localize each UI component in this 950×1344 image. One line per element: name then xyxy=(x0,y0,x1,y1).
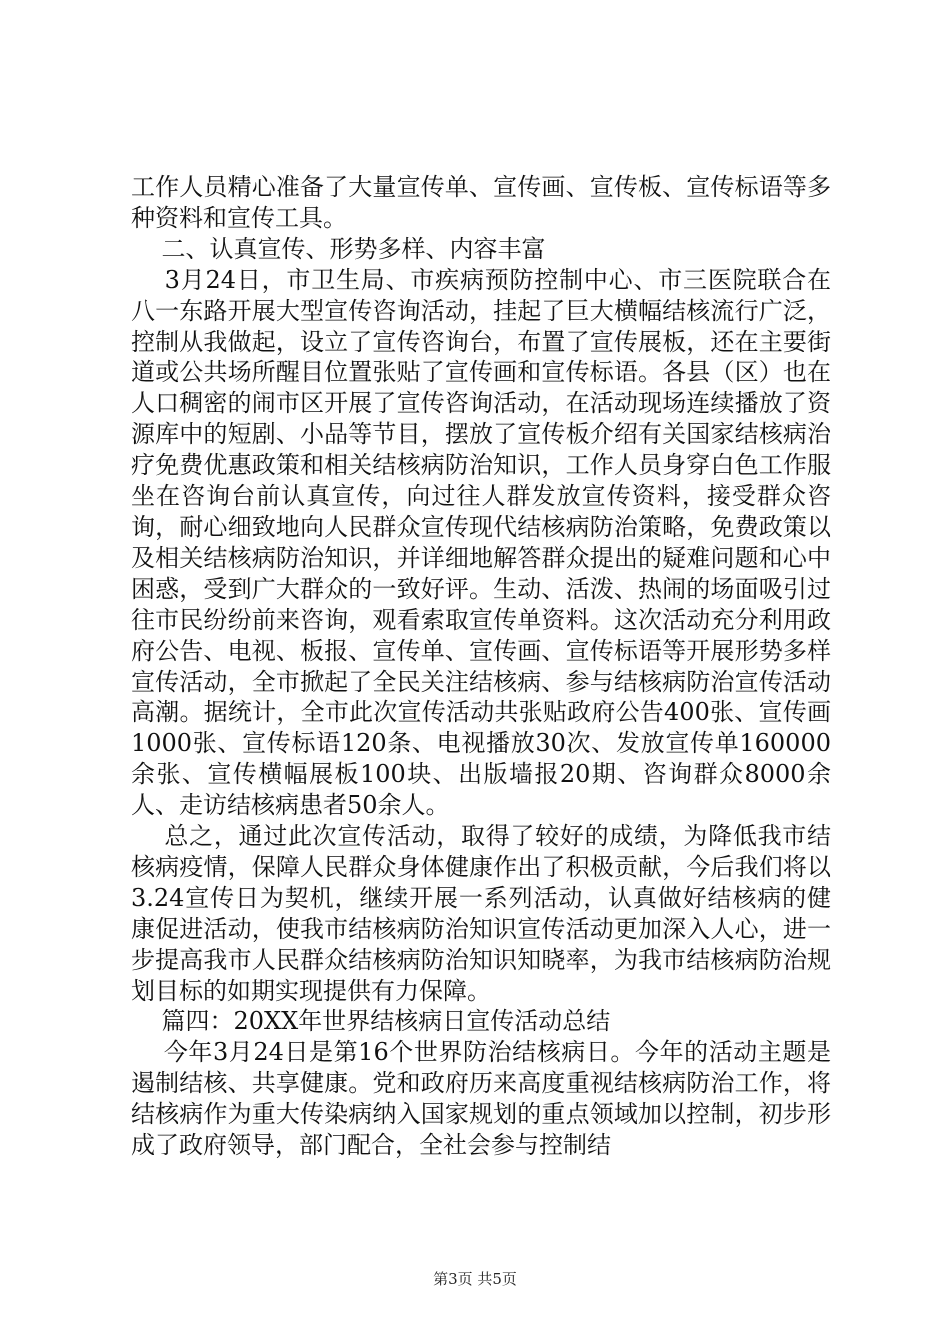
body-text xyxy=(131,172,831,1161)
paragraph-activities: 3月24日，市卫生局、市疾病预防控制中心、市三医院联合在八一东路开展大型宣传咨询活动，挂起了巨大横幅结核流行广泛，控制从我做起，设立了宣传咨询台，布置了宣传展板，还在主要街道或公共场所醒目位置张贴了宣传画和宣传标语。各县（区）也在人口稠密的闹市区开展了宣传咨询活动，在活动现场连续播放了资源库中的短剧、小品等节目，摆放了宣传板介绍有关国家结核病治疗免费优惠政策和相关结核病防治知识，工作人员身穿白色工作服坐在咨询台前认真宣传，向过往人群发放宣传资料，接受群众咨询，耐心细致地向人民群众宣传现代结核病防治策略，免费政策以及相关结核病防治知识，并详细地解答群众提出的疑难问题和心中困惑，受到广大群众的一致好评。生动、活泼、热闹的场面吸引过往市民纷纷前来咨询，观看索取宣传单资料。这次活动充分利用政府公告、电视、板报、宣传单、宣传画、宣传标语等开展形势多样宣传活动，全市掀起了全民关注结核病、参与结核病防治宣传活动高潮。据统计，全市此次宣传活动共张贴政府公告400张、宣传画1000张、宣传标语120条、电视播放30次、发放宣传单160000余张、宣传横幅展板100块、出版墙报20期、咨询群众8000余人、走访结核病患者50余人。 xyxy=(131,265,831,820)
section-heading-2: 二、认真宣传、形势多样、内容丰富 xyxy=(131,234,546,263)
paragraph-materials: 工作人员精心准备了大量宣传单、宣传画、宣传板、宣传标语等多种资料和宣传工具。 xyxy=(131,173,831,232)
page-footer: 第3页 共5页 xyxy=(433,1270,517,1288)
paragraph-summary: 总之，通过此次宣传活动，取得了较好的成绩，为降低我市结核病疫情，保障人民群众身体健康作出了积极贡献，今后我们将以3.24宣传日为契机，继续开展一系列活动，认真做好结核病的健康促进活动，使我市结核病防治知识宣传活动更加深入人心，进一步提高我市人民群众结核病防治知识知晓率，为我市结核病防治规划目标的如期实现提供有力保障。 xyxy=(131,822,832,1005)
paragraph-intro-part4: 今年3月24日是第16个世界防治结核病日。今年的活动主题是遏制结核、共享健康。党和政府历来高度重视结核病防治工作，将结核病作为重大传染病纳入国家规划的重点领域加以控制，初步形成了政府领导，部门配合，全社会参与控制结 xyxy=(131,1038,831,1160)
section-heading-part4: 篇四：20XX年世界结核病日宣传活动总结 xyxy=(131,1007,611,1036)
